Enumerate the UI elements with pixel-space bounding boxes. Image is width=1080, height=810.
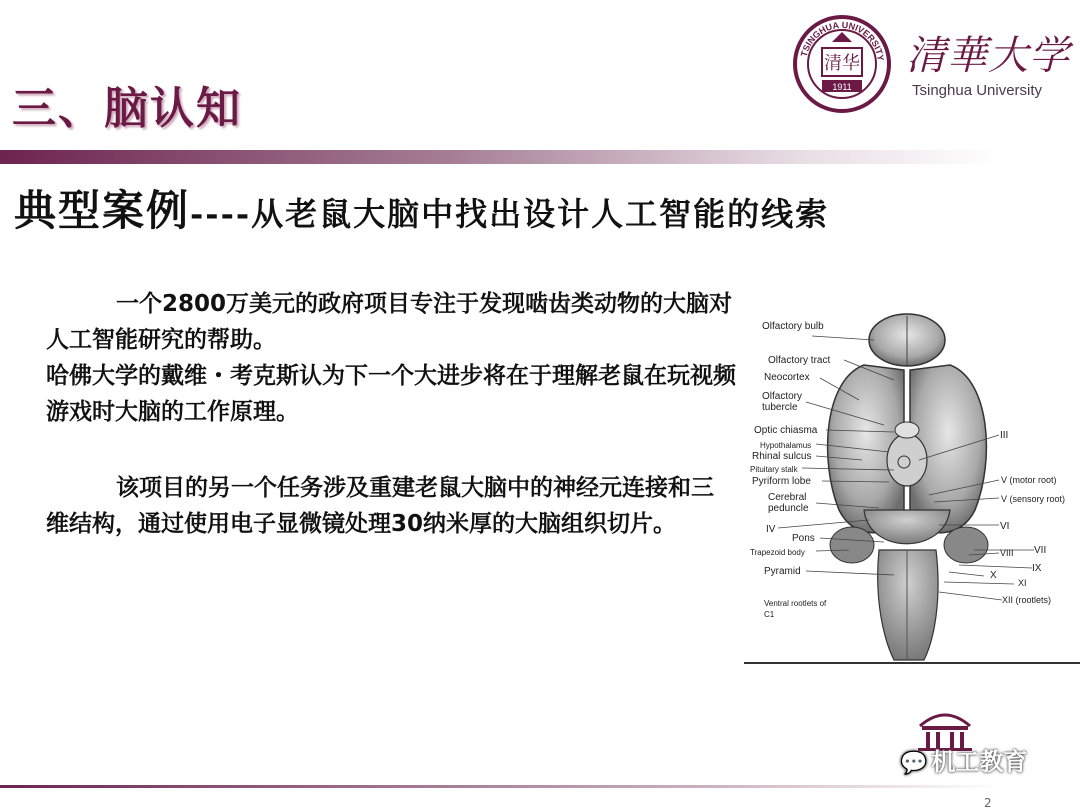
label-olfactory-tract: Olfactory tract bbox=[768, 355, 831, 366]
label-cerebral-peduncle: Cerebral peduncle bbox=[768, 492, 809, 514]
label-xii: XII (rootlets) bbox=[1002, 595, 1052, 605]
label-ventral-rootlets: Ventral rootlets of C1 bbox=[764, 599, 827, 619]
subtitle-main: 典型案例 bbox=[14, 186, 191, 235]
label-trapezoid-body: Trapezoid body bbox=[750, 548, 805, 557]
paragraph-1: 一个2800万美元的政府项目专注于发现啮齿类动物的大脑对人工智能研究的帮助。 bbox=[46, 291, 733, 353]
paragraph-2: 哈佛大学的戴维・考克斯认为下一个大进步将在于理解老鼠在玩视频游戏时大脑的工作原理。 bbox=[46, 363, 736, 425]
wechat-icon: 💬 bbox=[900, 751, 928, 776]
label-pyramid: Pyramid bbox=[764, 566, 801, 577]
label-vi: VI bbox=[1000, 521, 1010, 532]
label-pyriform-lobe: Pyriform lobe bbox=[752, 476, 811, 487]
label-v-sensory: V (sensory root) bbox=[1001, 494, 1066, 504]
label-xi: XI bbox=[1018, 578, 1027, 588]
footer-rule bbox=[0, 785, 1000, 788]
label-x: X bbox=[990, 570, 997, 581]
university-seal-icon bbox=[792, 14, 892, 114]
label-pituitary-stalk: Pituitary stalk bbox=[750, 465, 798, 474]
label-v-motor: V (motor root) bbox=[1001, 475, 1057, 485]
label-viii: VIII bbox=[1000, 548, 1014, 558]
label-vii: VII bbox=[1034, 545, 1047, 556]
watermark bbox=[900, 742, 1027, 777]
slide-subtitle bbox=[14, 178, 829, 238]
paragraph-3: 该项目的另一个任务涉及重建老鼠大脑中的神经元连接和三维结构，通过使用电子显微镜处理30纳米厚的大脑组织切片。 bbox=[46, 475, 714, 537]
university-name-en: Tsinghua University bbox=[912, 82, 1043, 99]
seal-year: 1911 bbox=[832, 82, 852, 92]
label-rhinal-sulcus: Rhinal sulcus bbox=[752, 451, 812, 462]
svg-text:清华: 清华 bbox=[824, 53, 860, 74]
seal-text: TSINGHUA UNIVERSITY bbox=[798, 19, 886, 62]
label-iv: IV bbox=[766, 524, 776, 535]
label-hypothalamus: Hypothalamus bbox=[760, 441, 812, 450]
body-text bbox=[46, 286, 736, 542]
label-iii: III bbox=[1000, 430, 1009, 441]
subtitle-rest: ----从老鼠大脑中找出设计人工智能的线索 bbox=[190, 195, 830, 233]
section-title: 三、脑认知 bbox=[12, 83, 242, 134]
label-olfactory-tubercle: Olfactory tubercle bbox=[762, 391, 803, 413]
university-logo bbox=[792, 14, 1070, 114]
label-ix: IX bbox=[1032, 563, 1042, 574]
label-pons: Pons bbox=[792, 533, 815, 544]
figure-baseline bbox=[744, 662, 1080, 664]
header-bar bbox=[0, 150, 1000, 164]
university-name-cn: 清華大学 bbox=[906, 33, 1070, 79]
page-number: 2 bbox=[984, 796, 992, 810]
label-olfactory-bulb: Olfactory bulb bbox=[762, 321, 824, 332]
label-neocortex: Neocortex bbox=[764, 372, 810, 383]
watermark-text: 机工教育 bbox=[931, 748, 1028, 776]
label-optic-chiasma: Optic chiasma bbox=[754, 425, 818, 436]
